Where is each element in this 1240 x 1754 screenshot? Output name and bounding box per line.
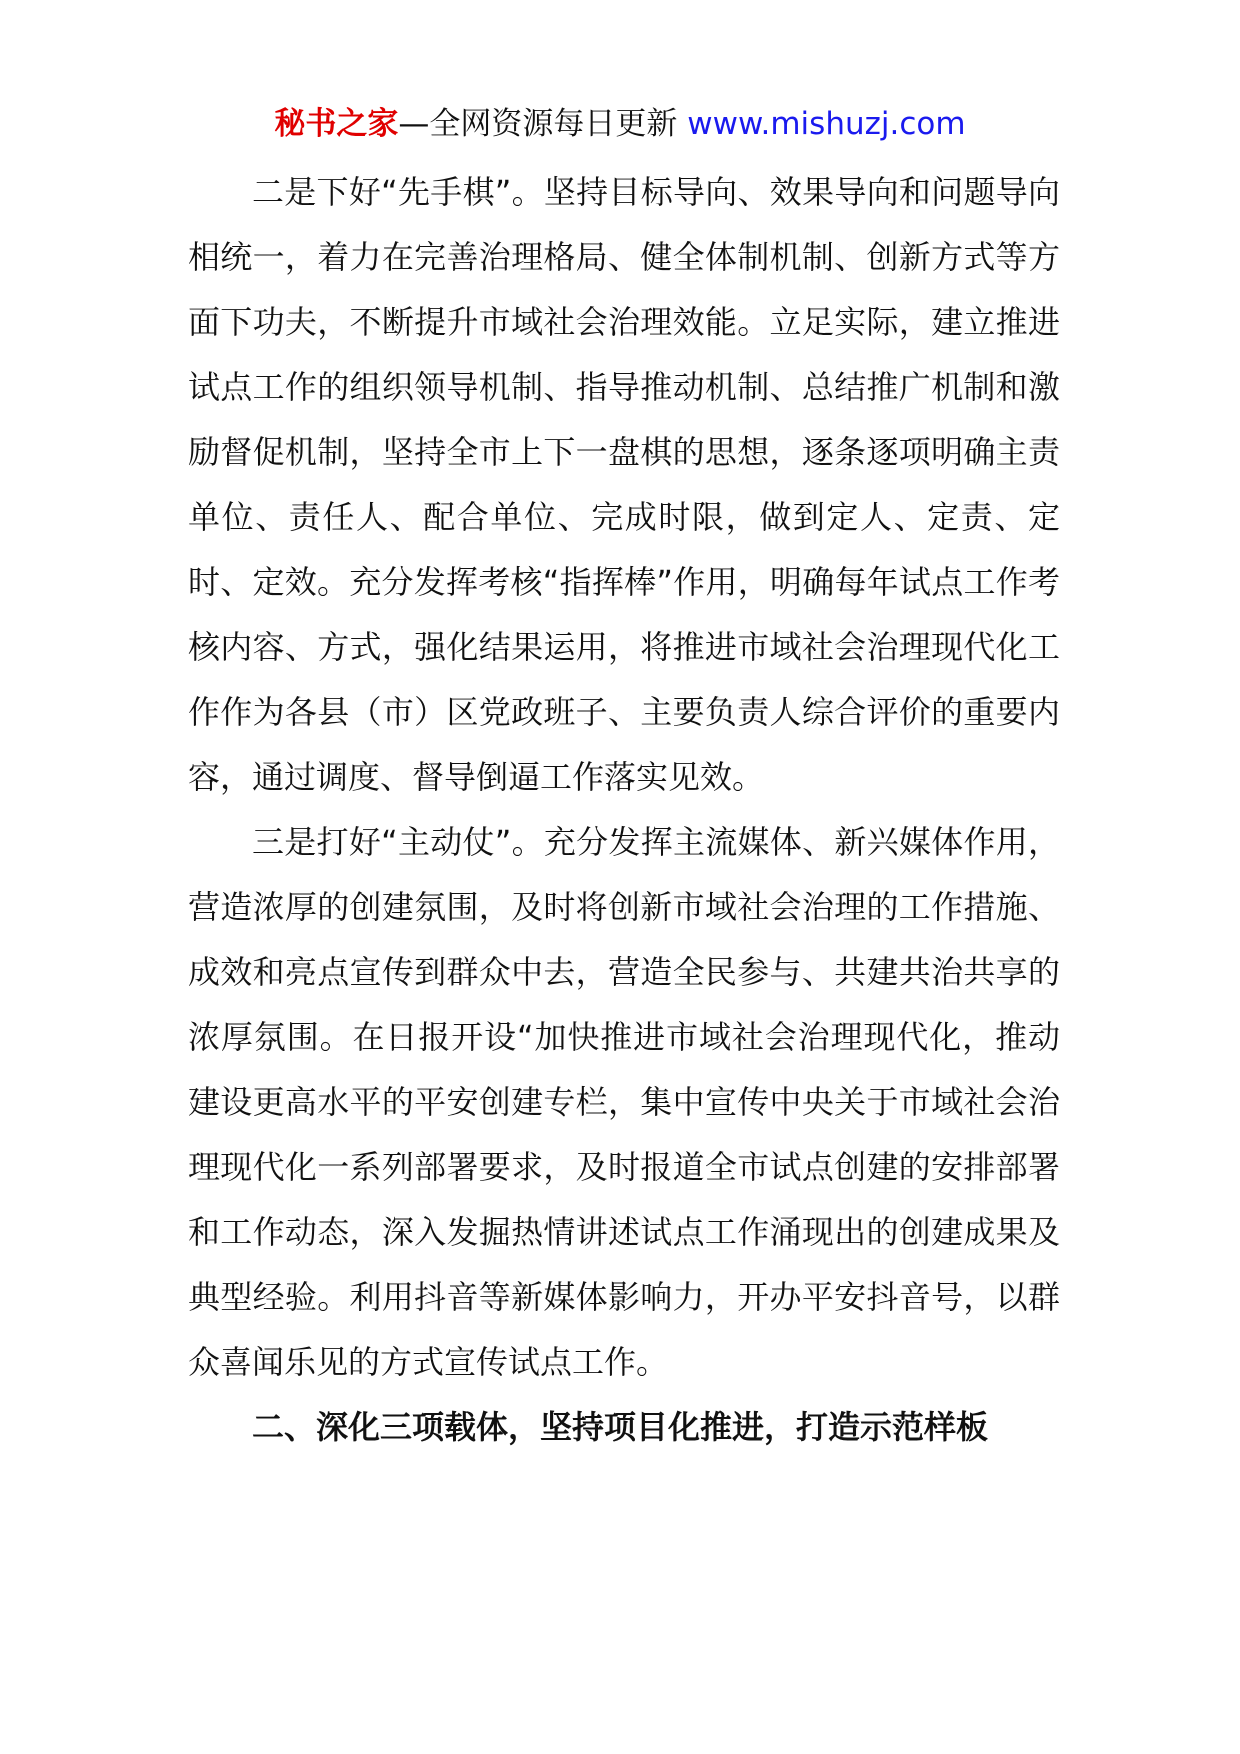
header-slogan: —全网资源每日更新 (398, 106, 678, 142)
paragraph-second-point: 二是下好“先手棋”。坚持目标导向、效果导向和问题导向相统一，着力在完善治理格局、健全体制机制、创新方式等方面下功夫，不断提升市域社会治理效能。立足实际，建立推进试点工作的组织领导机制、指导推动机制、总结推广机制和激励督促机制，坚持全市上下一盘棋的思想，逐条逐项明确主责单位、责任人、配合单位、完成时限，做到定人、定责、定时、定效。充分发挥考核“指挥棒”作用，明确每年试点工作考核内容、方式，强化结果运用，将推进市域社会治理现代化工作作为各县（市）区党政班子、主要负责人综合评价的重要内容，通过调度、督导倒逼工作落实见效。 (188, 173, 1060, 796)
brand-name: 秘书之家 (274, 106, 399, 142)
page-header (0, 100, 1240, 148)
website-link[interactable]: www.mishuzj.com (687, 106, 966, 142)
document-body (188, 160, 1060, 1460)
section-heading: 二、深化三项载体，坚持项目化推进，打造示范样板 (252, 1408, 989, 1446)
paragraph-third-point: 三是打好“主动仗”。充分发挥主流媒体、新兴媒体作用，营造浓厚的创建氛围，及时将创新市域社会治理的工作措施、成效和亮点宣传到群众中去，营造全民参与、共建共治共享的浓厚氛围。在日报开设“加快推进市域社会治理现代化，推动建设更高水平的平安创建专栏，集中宣传中央关于市域社会治理现代化一系列部署要求，及时报道全市试点创建的安排部署和工作动态，深入发掘热情讲述试点工作涌现出的创建成果及典型经验。利用抖音等新媒体影响力，开办平安抖音号，以群众喜闻乐见的方式宣传试点工作。 (188, 823, 1060, 1381)
